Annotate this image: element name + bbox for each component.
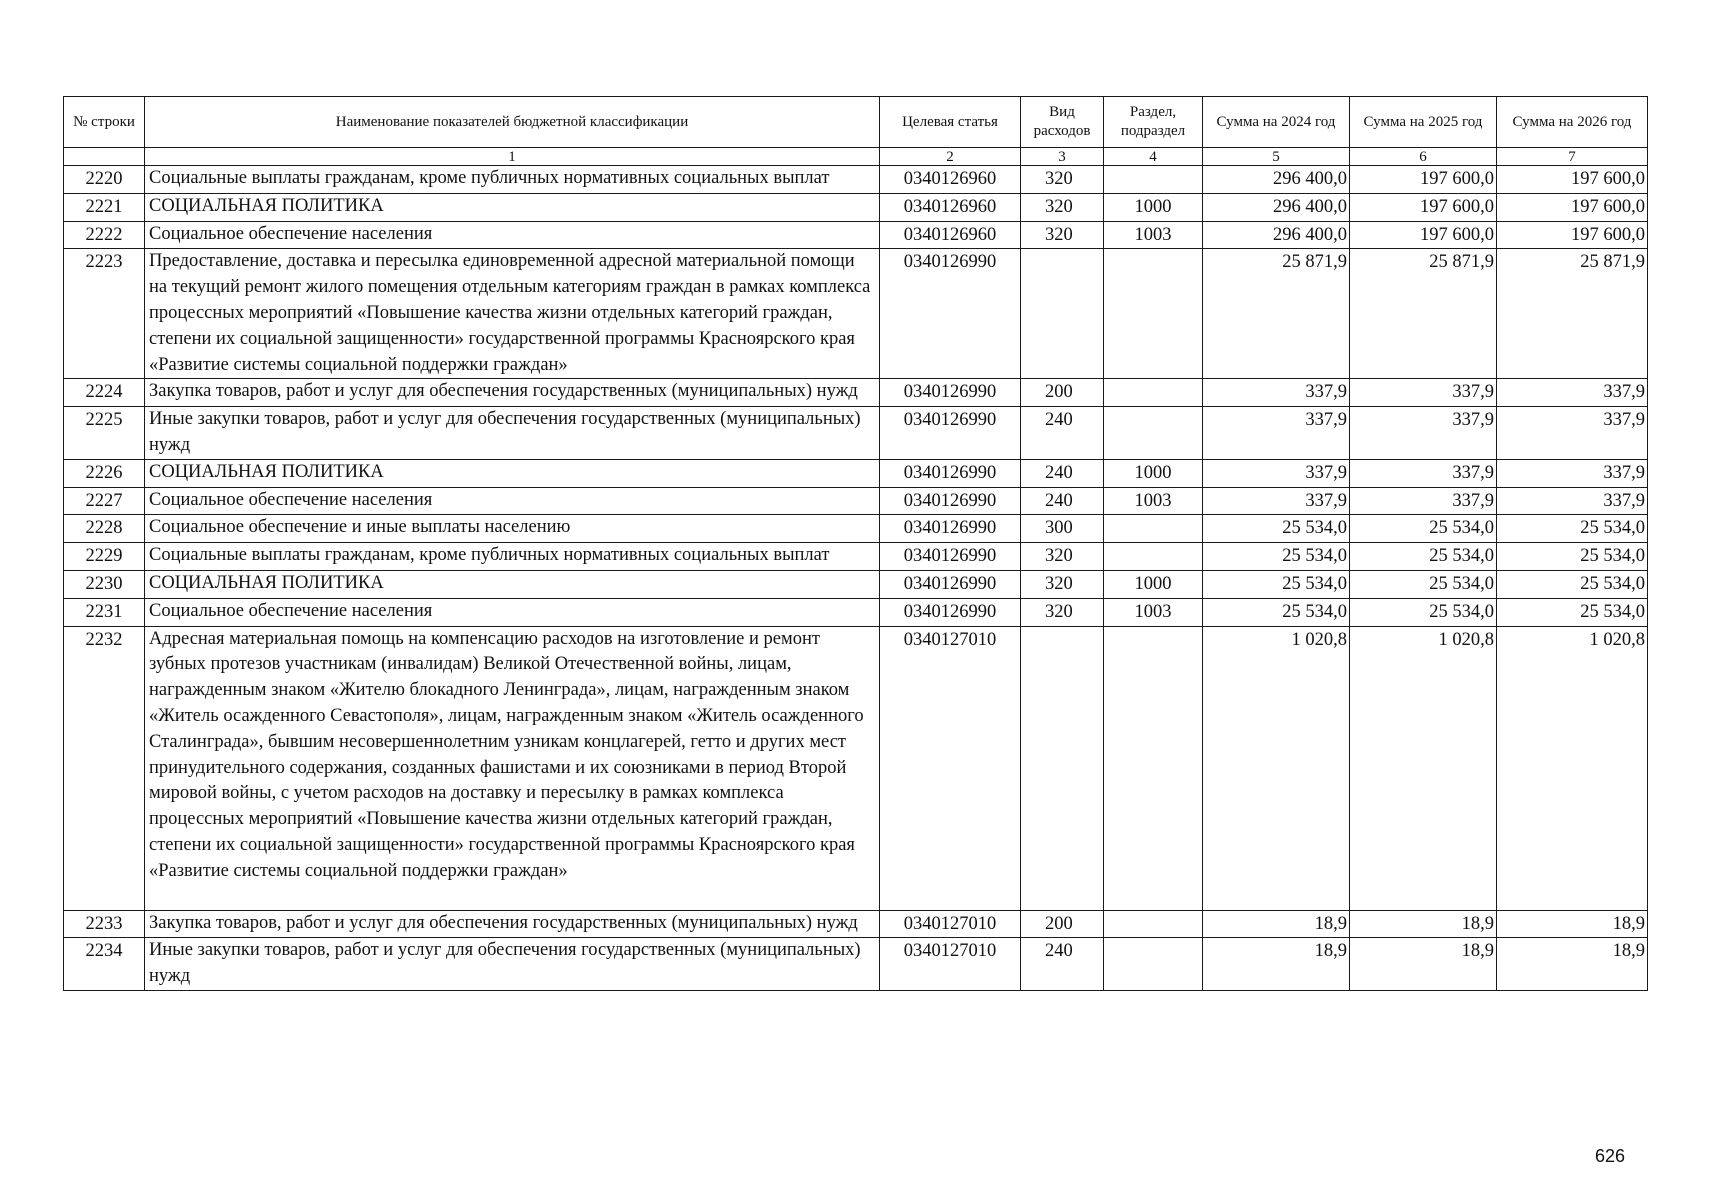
sum-2026: 25 534,0 <box>1497 543 1648 571</box>
indicator-name: Адресная материальная помощь на компенсацию расходов на изготовление и ремонт зубных протезов участникам (инвалидам) Великой Отечественной войны, лицам, награжденным знаком «Жителю блокадного Ленинграда», лицам, награжденным знаком «Житель осажденного Севастополя», лицам, награжденным знаком «Житель осажденного Сталинграда», бывшим несовершеннолетним узникам концлагерей, гетто и других мест принудительного содержания, созданных фашистами и их союзниками в период Второй мировой войны, с учетом расходов на доставку и пересылку в рамках комплекса процессных мероприятий «Повышение качества жизни отдельных категорий граждан, степени их социальной защищенности» государственной программы Красноярского края «Развитие системы социальной поддержки граждан» <box>145 626 880 910</box>
sum-2026: 337,9 <box>1497 487 1648 515</box>
target-article: 0340126990 <box>880 249 1021 379</box>
target-article: 0340127010 <box>880 938 1021 991</box>
table-row <box>64 221 1648 249</box>
indicator-name: Закупка товаров, работ и услуг для обеспечения государственных (муниципальных) нужд <box>145 379 880 407</box>
indicator-name: Социальное обеспечение населения <box>145 221 880 249</box>
budget-table-sheet <box>63 96 1647 991</box>
indicator-name: Закупка товаров, работ и услуг для обеспечения государственных (муниципальных) нужд <box>145 910 880 938</box>
column-number: 5 <box>1203 148 1350 166</box>
sum-2024: 25 534,0 <box>1203 515 1350 543</box>
sum-2025: 25 534,0 <box>1350 543 1497 571</box>
row-number: 2229 <box>64 543 145 571</box>
indicator-name: СОЦИАЛЬНАЯ ПОЛИТИКА <box>145 459 880 487</box>
page-number: 626 <box>1595 1146 1626 1166</box>
table-row <box>64 570 1648 598</box>
expense-type: 300 <box>1021 515 1104 543</box>
row-number: 2224 <box>64 379 145 407</box>
indicator-name: Социальные выплаты гражданам, кроме публичных нормативных социальных выплат <box>145 543 880 571</box>
sum-2024: 337,9 <box>1203 459 1350 487</box>
sum-2025: 18,9 <box>1350 938 1497 991</box>
indicator-name: Предоставление, доставка и пересылка единовременной адресной материальной помощи на текущий ремонт жилого помещения отдельным категориям граждан в рамках комплекса процессных мероприятий «Повышение качества жизни отдельных категорий граждан, степени их социальной защищенности» государственной программы Красноярского края «Развитие системы социальной поддержки граждан» <box>145 249 880 379</box>
section: 1000 <box>1104 570 1203 598</box>
row-number: 2226 <box>64 459 145 487</box>
section <box>1104 166 1203 194</box>
section: 1003 <box>1104 221 1203 249</box>
table-row <box>64 515 1648 543</box>
expense-type: 320 <box>1021 543 1104 571</box>
column-number: 6 <box>1350 148 1497 166</box>
target-article: 0340126990 <box>880 487 1021 515</box>
indicator-name: Иные закупки товаров, работ и услуг для обеспечения государственных (муниципальных) нужд <box>145 407 880 460</box>
header-expense-type: Вид расходов <box>1021 97 1104 148</box>
expense-type: 320 <box>1021 166 1104 194</box>
sum-2025: 337,9 <box>1350 379 1497 407</box>
sum-2025: 337,9 <box>1350 407 1497 460</box>
row-number: 2220 <box>64 166 145 194</box>
expense-type: 200 <box>1021 379 1104 407</box>
sum-2025: 25 534,0 <box>1350 570 1497 598</box>
row-number: 2227 <box>64 487 145 515</box>
table-row <box>64 910 1648 938</box>
sum-2026: 1 020,8 <box>1497 626 1648 910</box>
section <box>1104 543 1203 571</box>
sum-2024: 1 020,8 <box>1203 626 1350 910</box>
sum-2026: 197 600,0 <box>1497 166 1648 194</box>
sum-2026: 197 600,0 <box>1497 193 1648 221</box>
header-section: Раздел, подраздел <box>1104 97 1203 148</box>
section <box>1104 379 1203 407</box>
table-row <box>64 166 1648 194</box>
expense-type: 240 <box>1021 938 1104 991</box>
section: 1003 <box>1104 487 1203 515</box>
section <box>1104 626 1203 910</box>
indicator-name: СОЦИАЛЬНАЯ ПОЛИТИКА <box>145 193 880 221</box>
column-number: 4 <box>1104 148 1203 166</box>
target-article: 0340126960 <box>880 193 1021 221</box>
expense-type: 320 <box>1021 221 1104 249</box>
sum-2024: 25 534,0 <box>1203 570 1350 598</box>
sum-2026: 18,9 <box>1497 910 1648 938</box>
row-number: 2232 <box>64 626 145 910</box>
sum-2026: 25 534,0 <box>1497 598 1648 626</box>
sum-2025: 337,9 <box>1350 459 1497 487</box>
sum-2025: 18,9 <box>1350 910 1497 938</box>
row-number: 2230 <box>64 570 145 598</box>
expense-type: 240 <box>1021 407 1104 460</box>
header-row-number: № строки <box>64 97 145 148</box>
target-article: 0340126990 <box>880 570 1021 598</box>
sum-2024: 337,9 <box>1203 487 1350 515</box>
column-number: 1 <box>145 148 880 166</box>
target-article: 0340126990 <box>880 598 1021 626</box>
sum-2025: 197 600,0 <box>1350 221 1497 249</box>
section: 1003 <box>1104 598 1203 626</box>
sum-2024: 25 534,0 <box>1203 598 1350 626</box>
sum-2025: 197 600,0 <box>1350 166 1497 194</box>
expense-type: 320 <box>1021 598 1104 626</box>
header-indicator-name: Наименование показателей бюджетной классификации <box>145 97 880 148</box>
row-number: 2225 <box>64 407 145 460</box>
sum-2026: 25 871,9 <box>1497 249 1648 379</box>
header-target-article: Целевая статья <box>880 97 1021 148</box>
sum-2024: 25 534,0 <box>1203 543 1350 571</box>
column-number <box>64 148 145 166</box>
table-row <box>64 598 1648 626</box>
table-row <box>64 487 1648 515</box>
column-number: 7 <box>1497 148 1648 166</box>
target-article: 0340126960 <box>880 221 1021 249</box>
expense-type: 240 <box>1021 487 1104 515</box>
budget-classification-table <box>63 96 1648 991</box>
expense-type <box>1021 249 1104 379</box>
sum-2026: 18,9 <box>1497 938 1648 991</box>
sum-2025: 25 871,9 <box>1350 249 1497 379</box>
section <box>1104 407 1203 460</box>
target-article: 0340126990 <box>880 459 1021 487</box>
target-article: 0340127010 <box>880 626 1021 910</box>
section <box>1104 910 1203 938</box>
table-row <box>64 379 1648 407</box>
sum-2026: 337,9 <box>1497 459 1648 487</box>
sum-2024: 296 400,0 <box>1203 221 1350 249</box>
indicator-name: СОЦИАЛЬНАЯ ПОЛИТИКА <box>145 570 880 598</box>
table-row <box>64 459 1648 487</box>
header-sum-2025: Сумма на 2025 год <box>1350 97 1497 148</box>
target-article: 0340126990 <box>880 379 1021 407</box>
row-number: 2222 <box>64 221 145 249</box>
row-number: 2228 <box>64 515 145 543</box>
sum-2026: 337,9 <box>1497 379 1648 407</box>
row-number: 2223 <box>64 249 145 379</box>
target-article: 0340126990 <box>880 515 1021 543</box>
header-sum-2026: Сумма на 2026 год <box>1497 97 1648 148</box>
header-row <box>64 97 1648 148</box>
sum-2024: 337,9 <box>1203 379 1350 407</box>
row-number: 2231 <box>64 598 145 626</box>
row-number: 2221 <box>64 193 145 221</box>
table-row <box>64 407 1648 460</box>
indicator-name: Социальное обеспечение населения <box>145 598 880 626</box>
indicator-name: Социальные выплаты гражданам, кроме публичных нормативных социальных выплат <box>145 166 880 194</box>
expense-type: 320 <box>1021 193 1104 221</box>
sum-2024: 337,9 <box>1203 407 1350 460</box>
header-sum-2024: Сумма на 2024 год <box>1203 97 1350 148</box>
row-number: 2233 <box>64 910 145 938</box>
table-row <box>64 938 1648 991</box>
table-row <box>64 249 1648 379</box>
section: 1000 <box>1104 459 1203 487</box>
expense-type: 320 <box>1021 570 1104 598</box>
sum-2024: 296 400,0 <box>1203 193 1350 221</box>
target-article: 0340126960 <box>880 166 1021 194</box>
expense-type: 240 <box>1021 459 1104 487</box>
row-number: 2234 <box>64 938 145 991</box>
section <box>1104 249 1203 379</box>
sum-2025: 1 020,8 <box>1350 626 1497 910</box>
indicator-name: Иные закупки товаров, работ и услуг для обеспечения государственных (муниципальных) нужд <box>145 938 880 991</box>
target-article: 0340127010 <box>880 910 1021 938</box>
expense-type: 200 <box>1021 910 1104 938</box>
sum-2025: 197 600,0 <box>1350 193 1497 221</box>
table-row <box>64 193 1648 221</box>
sum-2025: 25 534,0 <box>1350 598 1497 626</box>
section <box>1104 938 1203 991</box>
sum-2024: 296 400,0 <box>1203 166 1350 194</box>
target-article: 0340126990 <box>880 543 1021 571</box>
sum-2026: 197 600,0 <box>1497 221 1648 249</box>
column-number: 2 <box>880 148 1021 166</box>
expense-type <box>1021 626 1104 910</box>
column-number-row <box>64 148 1648 166</box>
section: 1000 <box>1104 193 1203 221</box>
sum-2026: 337,9 <box>1497 407 1648 460</box>
sum-2026: 25 534,0 <box>1497 515 1648 543</box>
sum-2025: 337,9 <box>1350 487 1497 515</box>
column-number: 3 <box>1021 148 1104 166</box>
sum-2024: 18,9 <box>1203 938 1350 991</box>
table-row <box>64 543 1648 571</box>
sum-2024: 25 871,9 <box>1203 249 1350 379</box>
sum-2025: 25 534,0 <box>1350 515 1497 543</box>
target-article: 0340126990 <box>880 407 1021 460</box>
sum-2024: 18,9 <box>1203 910 1350 938</box>
table-row <box>64 626 1648 910</box>
indicator-name: Социальное обеспечение и иные выплаты населению <box>145 515 880 543</box>
sum-2026: 25 534,0 <box>1497 570 1648 598</box>
indicator-name: Социальное обеспечение населения <box>145 487 880 515</box>
section <box>1104 515 1203 543</box>
